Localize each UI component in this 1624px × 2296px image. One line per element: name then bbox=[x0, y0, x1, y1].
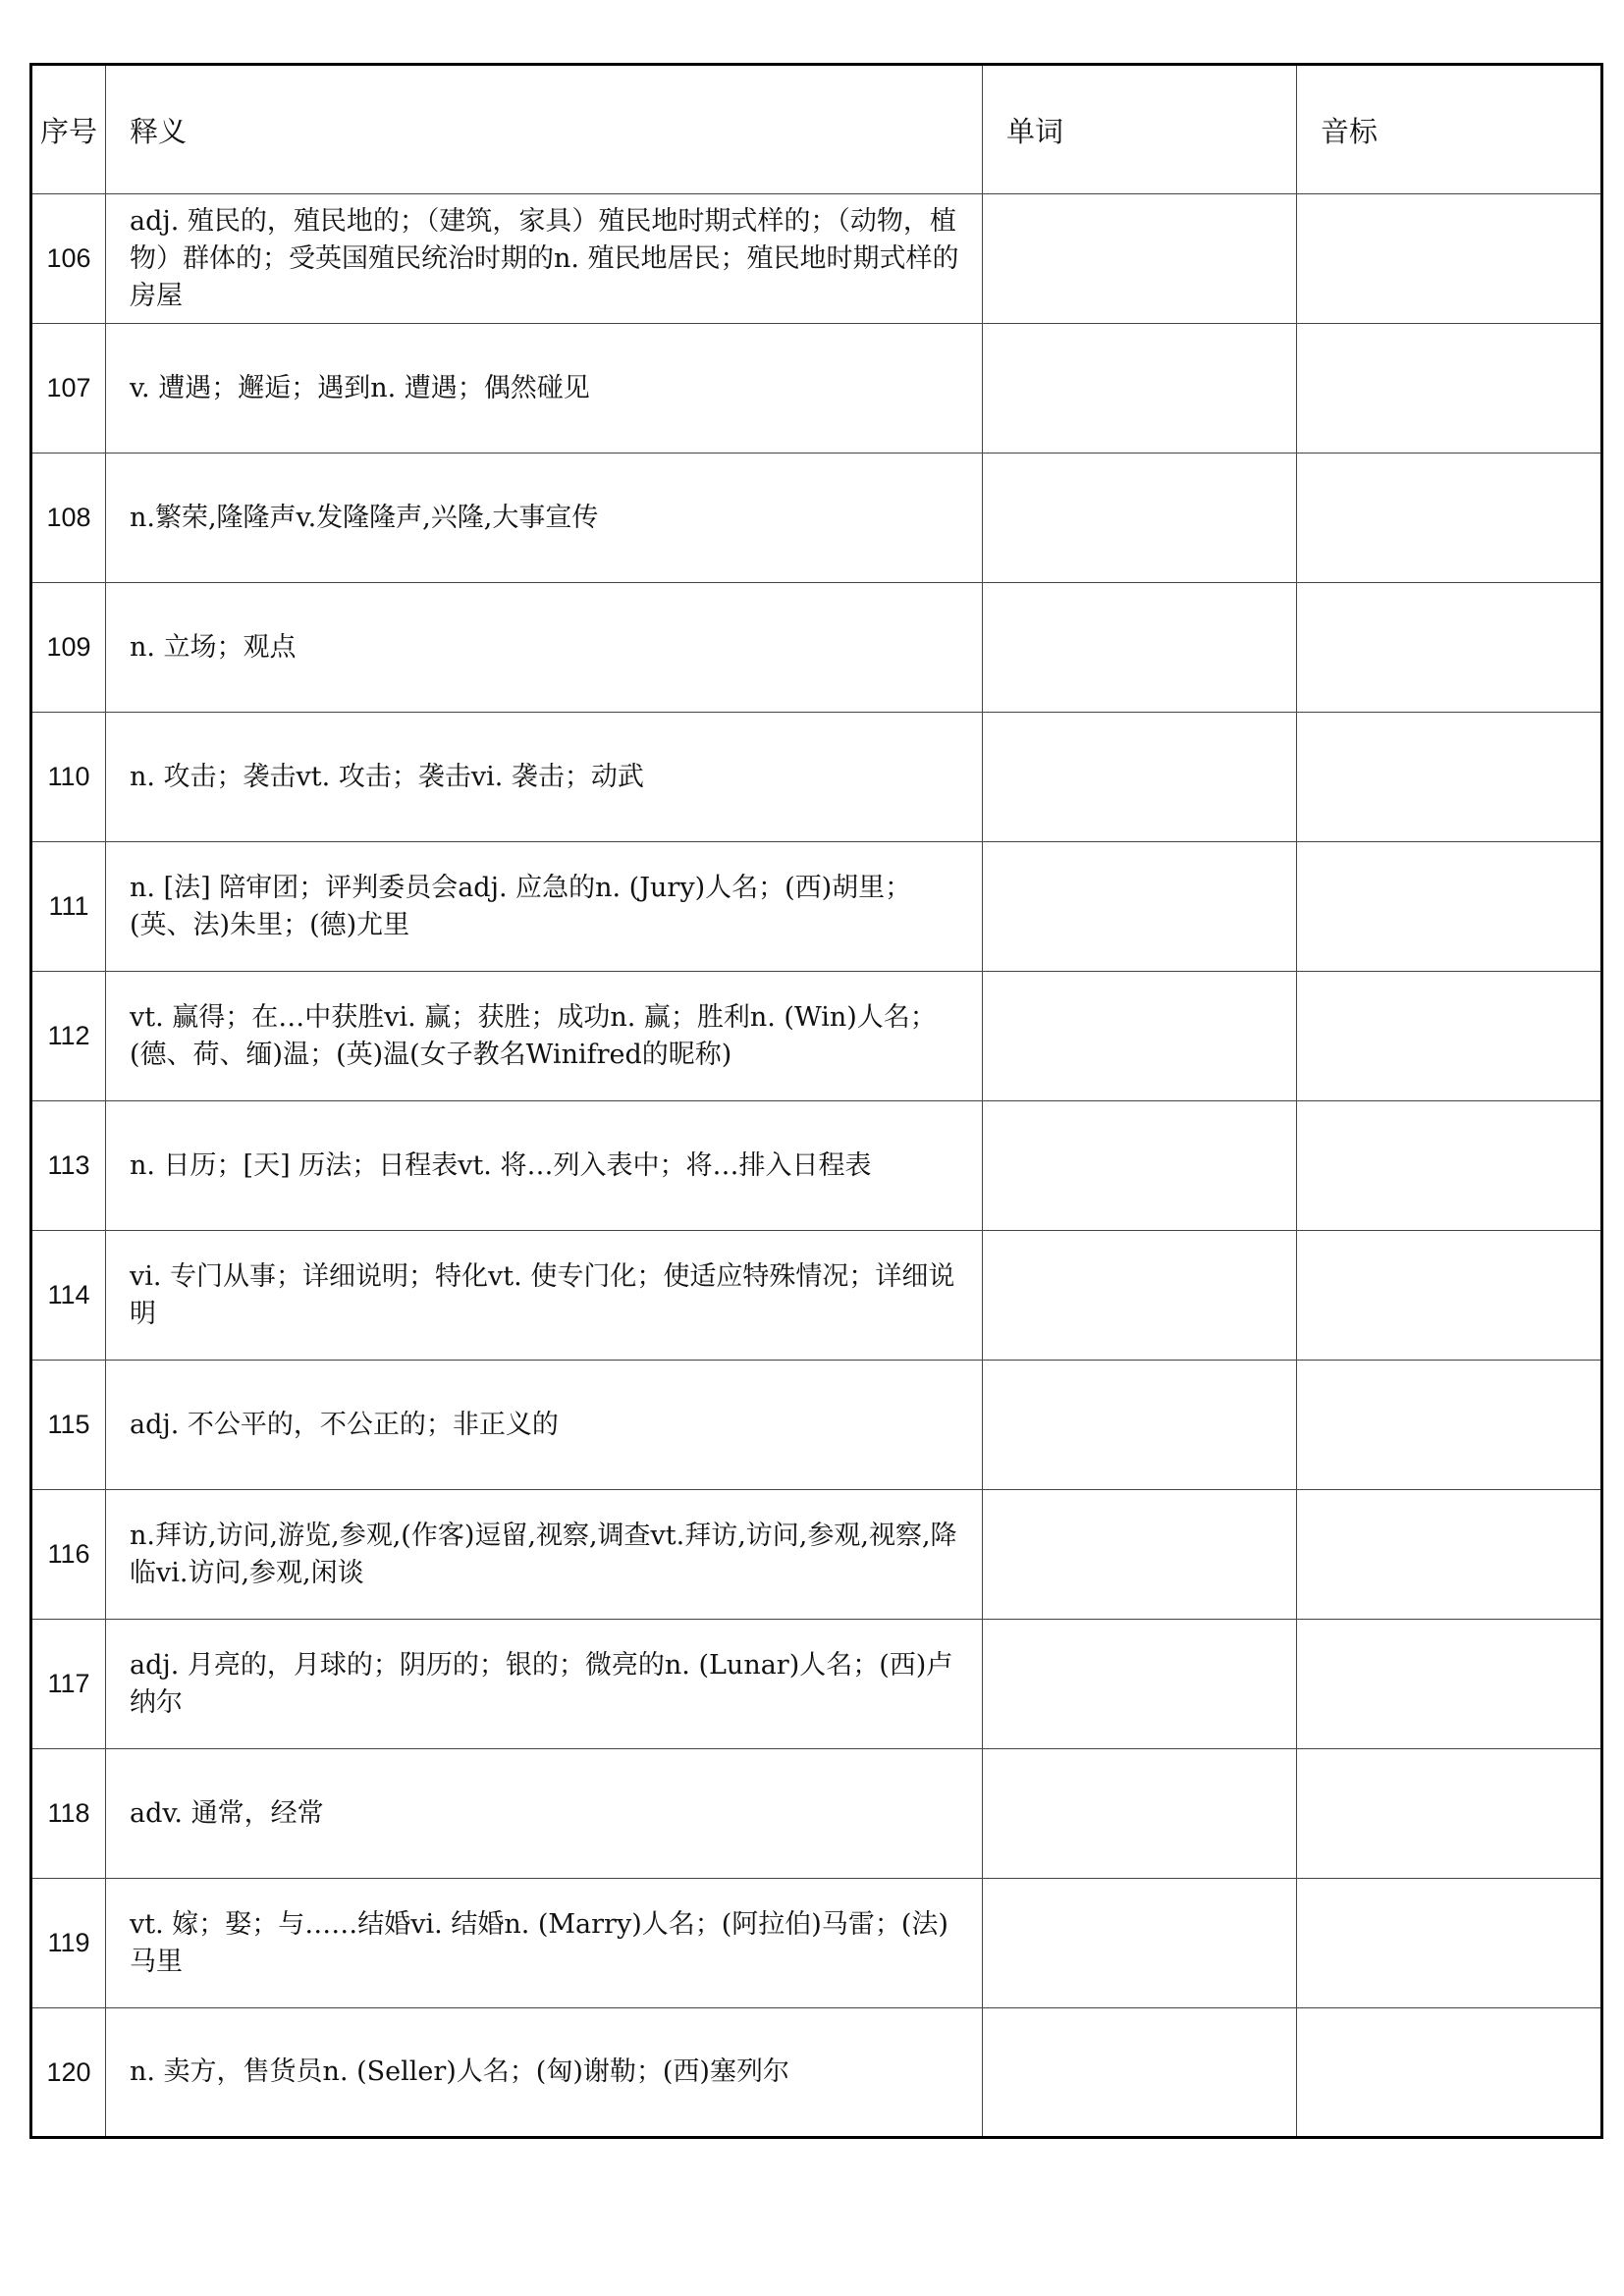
phonetic-answer-cell[interactable] bbox=[1297, 194, 1602, 324]
phonetic-answer-cell[interactable] bbox=[1297, 842, 1602, 972]
phonetic-answer-cell[interactable] bbox=[1297, 583, 1602, 713]
row-definition: n.繁荣,隆隆声v.发隆隆声,兴隆,大事宣传 bbox=[106, 454, 983, 583]
word-answer-cell[interactable] bbox=[983, 972, 1297, 1101]
word-answer-cell[interactable] bbox=[983, 713, 1297, 842]
table-row bbox=[31, 1490, 1602, 1620]
row-definition: vt. 赢得；在…中获胜vi. 赢；获胜；成功n. 赢；胜利n. (Win)人名；(德、荷、缅)温；(英)温(女子教名Winifred的昵称) bbox=[106, 972, 983, 1101]
table-row bbox=[31, 713, 1602, 842]
row-definition: adv. 通常，经常 bbox=[106, 1749, 983, 1879]
word-answer-cell[interactable] bbox=[983, 583, 1297, 713]
word-answer-cell[interactable] bbox=[983, 1361, 1297, 1490]
vocabulary-rows bbox=[31, 194, 1602, 2138]
phonetic-answer-cell[interactable] bbox=[1297, 324, 1602, 454]
phonetic-answer-cell[interactable] bbox=[1297, 1361, 1602, 1490]
row-number: 118 bbox=[31, 1749, 106, 1879]
table-row bbox=[31, 2008, 1602, 2138]
table-row bbox=[31, 1749, 1602, 1879]
phonetic-answer-cell[interactable] bbox=[1297, 454, 1602, 583]
table-row bbox=[31, 1620, 1602, 1749]
table-row bbox=[31, 454, 1602, 583]
phonetic-answer-cell[interactable] bbox=[1297, 1490, 1602, 1620]
vocabulary-table bbox=[29, 63, 1603, 2139]
row-number: 115 bbox=[31, 1361, 106, 1490]
row-definition: n.拜访,访问,游览,参观,(作客)逗留,视察,调查vt.拜访,访问,参观,视察,降临vi.访问,参观,闲谈 bbox=[106, 1490, 983, 1620]
row-definition: n. 攻击；袭击vt. 攻击；袭击vi. 袭击；动武 bbox=[106, 713, 983, 842]
word-column-header: 单词 bbox=[983, 65, 1297, 194]
table-row bbox=[31, 324, 1602, 454]
row-definition: n. 日历；[天] 历法；日程表vt. 将…列入表中；将…排入日程表 bbox=[106, 1101, 983, 1231]
phonetic-answer-cell[interactable] bbox=[1297, 972, 1602, 1101]
phonetic-answer-cell[interactable] bbox=[1297, 1620, 1602, 1749]
word-answer-cell[interactable] bbox=[983, 1490, 1297, 1620]
word-answer-cell[interactable] bbox=[983, 1620, 1297, 1749]
row-number: 111 bbox=[31, 842, 106, 972]
row-number: 112 bbox=[31, 972, 106, 1101]
row-definition: adj. 不公平的，不公正的；非正义的 bbox=[106, 1361, 983, 1490]
table-row bbox=[31, 972, 1602, 1101]
word-answer-cell[interactable] bbox=[983, 1101, 1297, 1231]
table-row bbox=[31, 1879, 1602, 2008]
phonetic-column-header: 音标 bbox=[1297, 65, 1602, 194]
table-row bbox=[31, 583, 1602, 713]
row-number: 109 bbox=[31, 583, 106, 713]
row-definition: vi. 专门从事；详细说明；特化vt. 使专门化；使适应特殊情况；详细说明 bbox=[106, 1231, 983, 1361]
word-answer-cell[interactable] bbox=[983, 324, 1297, 454]
row-number: 119 bbox=[31, 1879, 106, 2008]
definition-column-header: 释义 bbox=[106, 65, 983, 194]
phonetic-answer-cell[interactable] bbox=[1297, 713, 1602, 842]
table-row bbox=[31, 842, 1602, 972]
word-answer-cell[interactable] bbox=[983, 2008, 1297, 2138]
phonetic-answer-cell[interactable] bbox=[1297, 1231, 1602, 1361]
row-definition: vt. 嫁；娶；与……结婚vi. 结婚n. (Marry)人名；(阿拉伯)马雷；(法)马里 bbox=[106, 1879, 983, 2008]
row-definition: adj. 月亮的，月球的；阴历的；银的；微亮的n. (Lunar)人名；(西)卢纳尔 bbox=[106, 1620, 983, 1749]
phonetic-answer-cell[interactable] bbox=[1297, 1101, 1602, 1231]
row-definition: n. 立场；观点 bbox=[106, 583, 983, 713]
row-number: 113 bbox=[31, 1101, 106, 1231]
word-answer-cell[interactable] bbox=[983, 454, 1297, 583]
vocabulary-worksheet bbox=[29, 63, 1600, 2139]
phonetic-answer-cell[interactable] bbox=[1297, 1879, 1602, 2008]
row-number: 106 bbox=[31, 194, 106, 324]
row-definition: v. 遭遇；邂逅；遇到n. 遭遇；偶然碰见 bbox=[106, 324, 983, 454]
table-row bbox=[31, 194, 1602, 324]
number-column-header: 序号 bbox=[31, 65, 106, 194]
row-definition: n. 卖方，售货员n. (Seller)人名；(匈)谢勒；(西)塞列尔 bbox=[106, 2008, 983, 2138]
header-row bbox=[31, 65, 1602, 194]
word-answer-cell[interactable] bbox=[983, 1879, 1297, 2008]
table-row bbox=[31, 1231, 1602, 1361]
word-answer-cell[interactable] bbox=[983, 1231, 1297, 1361]
row-number: 116 bbox=[31, 1490, 106, 1620]
row-number: 114 bbox=[31, 1231, 106, 1361]
row-number: 117 bbox=[31, 1620, 106, 1749]
phonetic-answer-cell[interactable] bbox=[1297, 2008, 1602, 2138]
row-number: 108 bbox=[31, 454, 106, 583]
row-definition: n. [法] 陪审团；评判委员会adj. 应急的n. (Jury)人名；(西)胡里；(英、法)朱里；(德)尤里 bbox=[106, 842, 983, 972]
word-answer-cell[interactable] bbox=[983, 1749, 1297, 1879]
phonetic-answer-cell[interactable] bbox=[1297, 1749, 1602, 1879]
row-number: 110 bbox=[31, 713, 106, 842]
row-number: 120 bbox=[31, 2008, 106, 2138]
word-answer-cell[interactable] bbox=[983, 842, 1297, 972]
row-number: 107 bbox=[31, 324, 106, 454]
word-answer-cell[interactable] bbox=[983, 194, 1297, 324]
table-row bbox=[31, 1101, 1602, 1231]
row-definition: adj. 殖民的，殖民地的；（建筑，家具）殖民地时期式样的；（动物，植物）群体的；受英国殖民统治时期的n. 殖民地居民；殖民地时期式样的房屋 bbox=[106, 194, 983, 324]
table-row bbox=[31, 1361, 1602, 1490]
